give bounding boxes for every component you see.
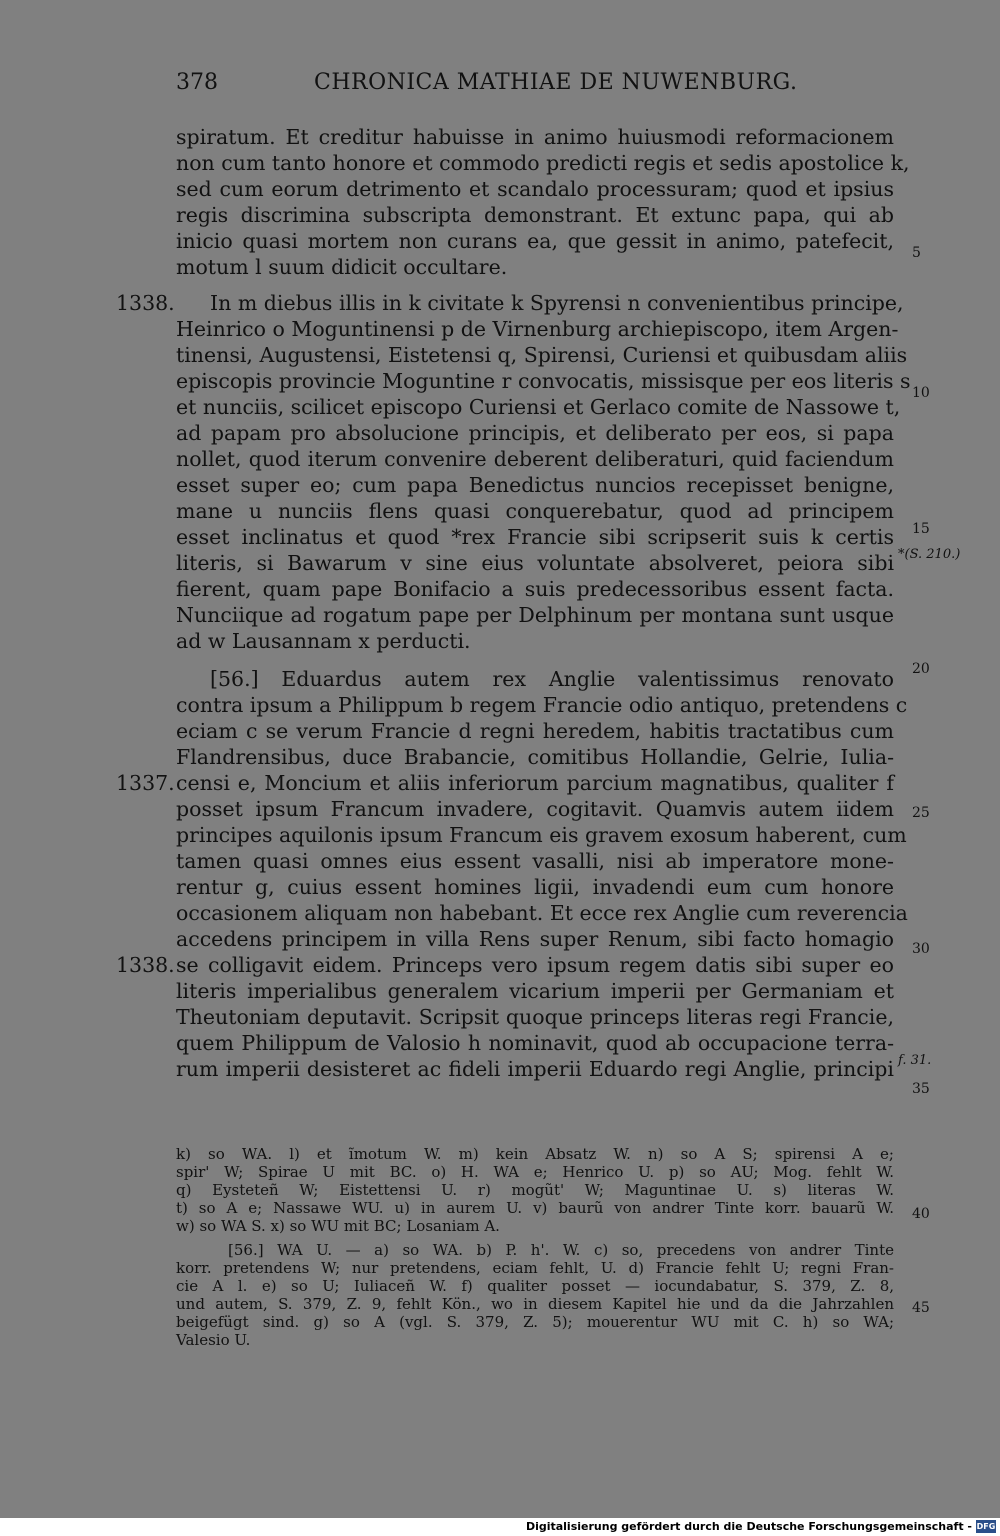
text-line: inicio quasi mortem non curans ea, que gessit in animo, patefecit, [176, 229, 894, 253]
text-line: contra ipsum a Philippum b regem Francie odio antiquo, pretendens c [176, 693, 908, 717]
digitization-credit: Digitalisierung gefördert durch die Deutsche Forschungsgemeinschaft - [525, 1520, 972, 1533]
text-line: censi e, Moncium et aliis inferiorum parcium magnatibus, qualiter f [176, 771, 894, 795]
text-line: [56.] Eduardus autem rex Anglie valentissimus renovato [210, 667, 894, 691]
text-line: se colligavit eidem. Princeps vero ipsum regem datis sibi super eo [176, 953, 894, 977]
line-number: 30 [912, 941, 930, 957]
margin-year: 1338. [116, 291, 175, 315]
text-line: accedens principem in villa Rens super Renum, sibi facto homagio [176, 927, 894, 951]
footnote-line: w) so WA S. x) so WU mit BC; Losaniam A. [176, 1217, 500, 1235]
line-number: 5 [912, 245, 921, 261]
footnote-line: [56.] WA U. — a) so WA. b) P. h'. W. c) so, precedens von andrer Tinte [228, 1241, 894, 1259]
dfg-logo-icon: DFG [976, 1522, 996, 1531]
text-line: motum l suum didicit occultare. [176, 255, 508, 279]
text-line: spiratum. Et creditur habuisse in animo huiusmodi reformacionem [176, 125, 894, 149]
footnote-line: q) Eysteteñ W; Eistettensi U. r) mogũt' W; Maguntinae U. s) literas W. [176, 1181, 894, 1199]
footnote-line: beigefügt sind. g) so A (vgl. S. 379, Z. 5); mouerentur WU mit C. h) so WA; [176, 1313, 894, 1331]
text-line: occasionem aliquam non habebant. Et ecce rex Anglie cum reverencia [176, 901, 908, 925]
text-line: tamen quasi omnes eius essent vasalli, nisi ab imperatore mone- [176, 849, 894, 873]
text-line: esset super eo; cum papa Benedictus nuncios recepisset benigne, [176, 473, 894, 497]
footnote-line-number: 45 [912, 1300, 930, 1316]
text-line: rentur g, cuius essent homines ligii, invadendi eum cum honore [176, 875, 894, 899]
footnote-line: t) so A e; Nassawe WU. u) in aurem U. v) baurũ von andrer Tinte korr. bauarũ W. [176, 1199, 894, 1217]
footnote-line: spir' W; Spirae U mit BC. o) H. WA e; Henrico U. p) so AU; Mog. fehlt W. [176, 1163, 894, 1181]
text-line: literis imperialibus generalem vicarium imperii per Germaniam et [176, 979, 894, 1003]
line-number: 25 [912, 805, 930, 821]
margin-page-ref: *(S. 210.) [898, 547, 961, 562]
text-line: episcopis provincie Moguntine r convocatis, missisque per eos literis s [176, 369, 911, 393]
text-line: principes aquilonis ipsum Francum eis gravem exosum haberent, cum [176, 823, 907, 847]
text-line: rum imperii desisteret ac fideli imperii Eduardo regi Anglie, principi [176, 1057, 894, 1081]
text-line: Theutoniam deputavit. Scripsit quoque princeps literas regi Francie, [176, 1005, 894, 1029]
text-line: regis discrimina subscripta demonstrant. Et extunc papa, qui ab [176, 203, 894, 227]
footnote-line: und autem, S. 379, Z. 9, fehlt Kön., wo in diesem Kapitel hie und da die Jahrzahlen [176, 1295, 894, 1313]
margin-year: 1338. [116, 953, 175, 977]
margin-year: 1337. [116, 771, 175, 795]
text-line: mane u nunciis flens quasi conquerebatur, quod ad principem [176, 499, 894, 523]
text-line: ad papam pro absolucione principis, et deliberato per eos, si papa [176, 421, 894, 445]
line-number: 35 [912, 1081, 930, 1097]
text-line: sed cum eorum detrimento et scandalo processuram; quod et ipsius [176, 177, 894, 201]
footnote-line-number: 40 [912, 1206, 930, 1222]
text-line: Nunciique ad rogatum pape per Delphinum per montana sunt usque [176, 603, 894, 627]
text-line: ad w Lausannam x perducti. [176, 629, 471, 653]
text-line: eciam c se verum Francie d regni heredem, habitis tractatibus cum [176, 719, 894, 743]
footnote-line: k) so WA. l) et ĩmotum W. m) kein Absatz W. n) so A S; spirensi A e; [176, 1145, 894, 1163]
text-line: Heinrico o Moguntinensi p de Virnenburg archiepiscopo, item Argen- [176, 317, 899, 341]
text-line: posset ipsum Francum invadere, cogitavit. Quamvis autem iidem [176, 797, 894, 821]
text-line: quem Philippum de Valosio h nominavit, quod ab occupacione terra- [176, 1031, 894, 1055]
footnote-line: cie A l. e) so U; Iuliaceñ W. f) qualiter posset — iocundabatur, S. 379, Z. 8, [176, 1277, 894, 1295]
footnote-line: korr. pretendens W; nur pretendens, eciam fehlt, U. d) Francie fehlt U; regni Fran- [176, 1259, 894, 1277]
text-line: esset inclinatus et quod *rex Francie sibi scripserit suis k certis [176, 525, 894, 549]
footnote-line: Valesio U. [176, 1331, 251, 1349]
running-title: CHRONICA MATHIAE DE NUWENBURG. [314, 70, 798, 95]
page-number: 378 [176, 70, 218, 95]
line-number: 10 [912, 385, 930, 401]
text-line: tinensi, Augustensi, Eistetensi q, Spirensi, Curiensi et quibusdam aliis [176, 343, 908, 367]
text-line: nollet, quod iterum convenire deberent deliberaturi, quid faciendum [176, 447, 894, 471]
line-number: 15 [912, 521, 930, 537]
text-line: In m diebus illis in k civitate k Spyrensi n convenientibus principe, [210, 291, 904, 315]
text-line: fierent, quam pape Bonifacio a suis predecessoribus essent facta. [176, 577, 894, 601]
margin-folio-ref: f. 31. [898, 1053, 932, 1068]
line-number: 20 [912, 661, 930, 677]
text-line: literis, si Bawarum v sine eius voluntate absolveret, peiora sibi [176, 551, 894, 575]
text-line: Flandrensibus, duce Brabancie, comitibus Hollandie, Gelrie, Iulia- [176, 745, 894, 769]
text-line: et nunciis, scilicet episcopo Curiensi et Gerlaco comite de Nassowe t, [176, 395, 901, 419]
text-line: non cum tanto honore et commodo predicti regis et sedis apostolice k, [176, 151, 910, 175]
